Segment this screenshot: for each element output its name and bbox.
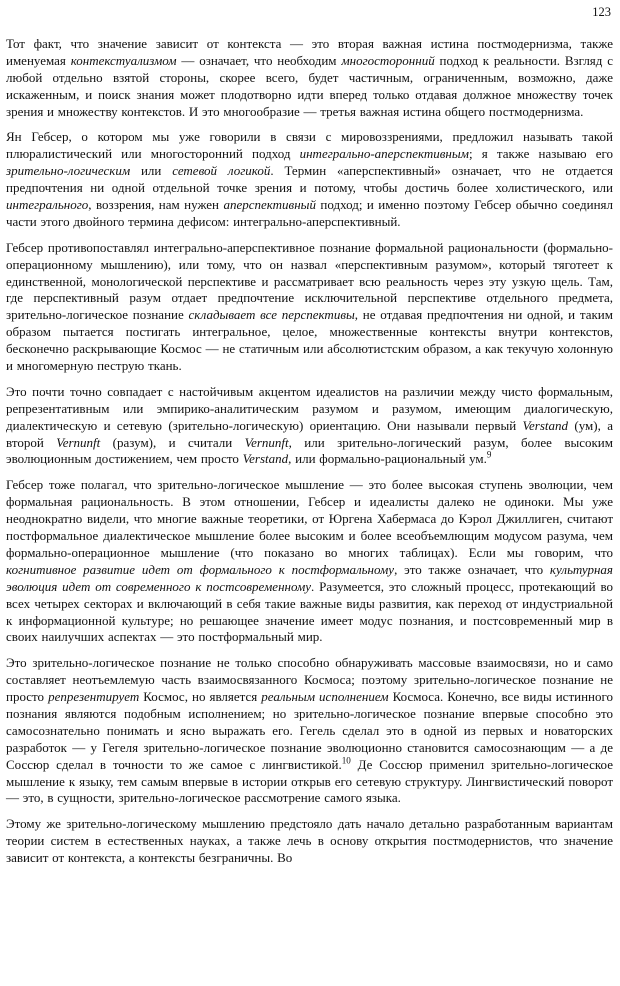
italic-text-run: сетевой логикой xyxy=(172,163,271,179)
text-run: ; я также называю его xyxy=(468,146,613,162)
text-run: Тот факт, что значение зависит от контекста — это вторая важная истина постмодернизма, также именуемая xyxy=(6,36,613,68)
italic-text-run: зрительно-логическим xyxy=(6,163,131,179)
footnote-reference: 9 xyxy=(486,450,492,461)
text-run: . Термин «аперспективный» означает, что не отдается предпочтения ни одной отдельной точке зрения и потому, чтобы достичь более холистического, или xyxy=(6,163,613,196)
italic-text-run: складывает все перспективы xyxy=(188,307,355,323)
text-run: , это также означает, что xyxy=(394,561,550,577)
text-run: Космос, но является xyxy=(139,689,262,705)
text-run: Это зрительно-логическое познание не только способно обнаруживать массовые взаимосвязи, но и само составляет неотъемлемую часть взаимосвязанного Космоса; поэтому зрительно-логическое познание не просто xyxy=(6,655,613,705)
text-run: Этому же зрительно-логическому мышлению предстояло дать начало детально разработанным вариантам теории систем в естественных науках, а также лечь в основу открытия постмодернистов, что значение зависит от контекста, а контексты безграничны. Во xyxy=(6,816,613,866)
text-run: Гебсер тоже полагал, что зрительно-логическое мышление — это более высокая ступень эволюции, чем формальная рациональность. В этом отношении, Гебсер и идеалисты далеко не одиноки. Мы уже неоднократно видели, что многие важные теоретики, от Юргена Хабермаса до Кэрол Джиллиген, считают постформальное диалектическое мышление более высоким и более всеобъемлющим модусом разума, чем формально-операционное мышление (что показано во многих таблицах). Если мы говорим, что xyxy=(6,477,613,560)
text-run: Гебсер противопоставлял интегрально-аперспективное познание формальной рациональности (формально-операционному мышлению), или тому, что он назвал «перспективным разумом», который тяготеет к единственной, монологической перспективе и рассматривает всю реальность через эту узкую щель. Там, где перспективный разум отдает предпочтение исключительной перспективе отдельного предмета, зрительно-логическое познание xyxy=(6,239,613,323)
text-run: подход; и именно поэтому Гебсер обычно соединял части этого двойного термина дефисом: интегрально-аперспективный. xyxy=(6,197,613,229)
text-run: — означает, что необходим xyxy=(176,52,342,68)
text-run: . Разумеется, это сложный процесс, протекающий во всех четырех секторах и включающий в себя такие важные виды развития, как переход от индустриальной к информационной культуре; но решающее значение имеет модус познания, и постсовременный мир в своих наилучших аспектах — это постформальный мир. xyxy=(6,578,613,645)
italic-text-run: интегрально-аперспективным xyxy=(299,146,469,162)
text-run: Космоса. Конечно, все виды истинного познания являются подобным исполнением; но зрительно-логическое познание впервые способно это самосознательно понимать и ясно выражать его. Гегель сделал это в одной из первых и новаторских разработок — у Гегеля зрительно-логическое познание эволюционно становится самосознающим — а де Соссюр сделал в точности то же самое с лингвистикой. xyxy=(6,689,614,772)
text-run: или xyxy=(130,163,173,179)
italic-text-run: Verstand xyxy=(522,417,569,433)
text-run: Де Соссюр применил зрительно-логическое мышление к языку, тем самым впервые в истории открыв его сетевую структуру. Лингвистический поворот — это, в сущности, зрительно-логическое рассмотрение самого языка. xyxy=(6,756,613,806)
paragraph xyxy=(6,384,613,468)
text-run: , или зрительно-логический разум, более высоким эволюционным достижением, чем просто xyxy=(6,434,613,467)
paragraph xyxy=(6,655,613,807)
italic-text-run: интегрального xyxy=(6,197,89,213)
text-run: Ян Гебсер, о котором мы уже говорили в связи с мировоззрениями, предложил называть такой плюралистический или многосторонний подход xyxy=(6,129,613,162)
italic-text-run: многосторонний xyxy=(341,52,435,68)
footnote-reference: 10 xyxy=(341,755,351,766)
italic-text-run: контекстуализмом xyxy=(70,52,177,68)
page-content xyxy=(6,36,613,867)
italic-text-run: Verstand xyxy=(242,451,289,467)
italic-text-run: репрезентирует xyxy=(48,689,140,705)
text-run: (разум), и считали xyxy=(100,434,245,450)
italic-text-run: Vernunft xyxy=(56,434,101,450)
italic-text-run: аперспективный xyxy=(223,197,316,213)
italic-text-run: Vernunft xyxy=(244,434,289,450)
text-run: (ум), а второй xyxy=(6,417,613,450)
paragraph xyxy=(6,816,613,867)
page-number: 123 xyxy=(592,5,611,19)
italic-text-run: когнитивное развитие идет от формального к постформальному xyxy=(6,561,395,577)
paragraph xyxy=(6,36,613,120)
text-run: , не отдавая предпочтения ни одной, и таким образом пытается постигать интегральное, целое, множественные контексты внутри контекстов, бесконечно раскрывающие Космос — не статичным или абсолютистским образом, а как текучую холонную и многомерную пеструю ткань. xyxy=(6,307,613,374)
paragraph xyxy=(6,240,613,375)
text-run: , воззрения, нам нужен xyxy=(88,197,224,213)
paragraph xyxy=(6,129,613,230)
text-run: Это почти точно совпадает с настойчивым акцентом идеалистов на различии между чисто формальным, репрезентативным или эмпирико-аналитическим разумом и разумом, имеющим диалогическую, диалектическую и сетевую (зрительно-логическую) ориентацию. Они называли первый xyxy=(6,383,613,433)
paragraph xyxy=(6,477,613,646)
italic-text-run: культурная эволюция идет от современного к постсовременному xyxy=(6,561,613,594)
italic-text-run: реальным исполнением xyxy=(261,689,389,705)
text-run: подход к реальности. Взгляд с любой отдельно взятой стороны, скорее всего, будет частичным, ограниченным, возможно, даже искаженным, и поиск знания может плодотворно идти вперед только отдавая должное множеству точек зрения и множеству контекстов. И это многообразие — третья важная истина общего постмодернизма. xyxy=(6,52,613,119)
text-run: , или формально-рациональный ум. xyxy=(288,451,487,467)
